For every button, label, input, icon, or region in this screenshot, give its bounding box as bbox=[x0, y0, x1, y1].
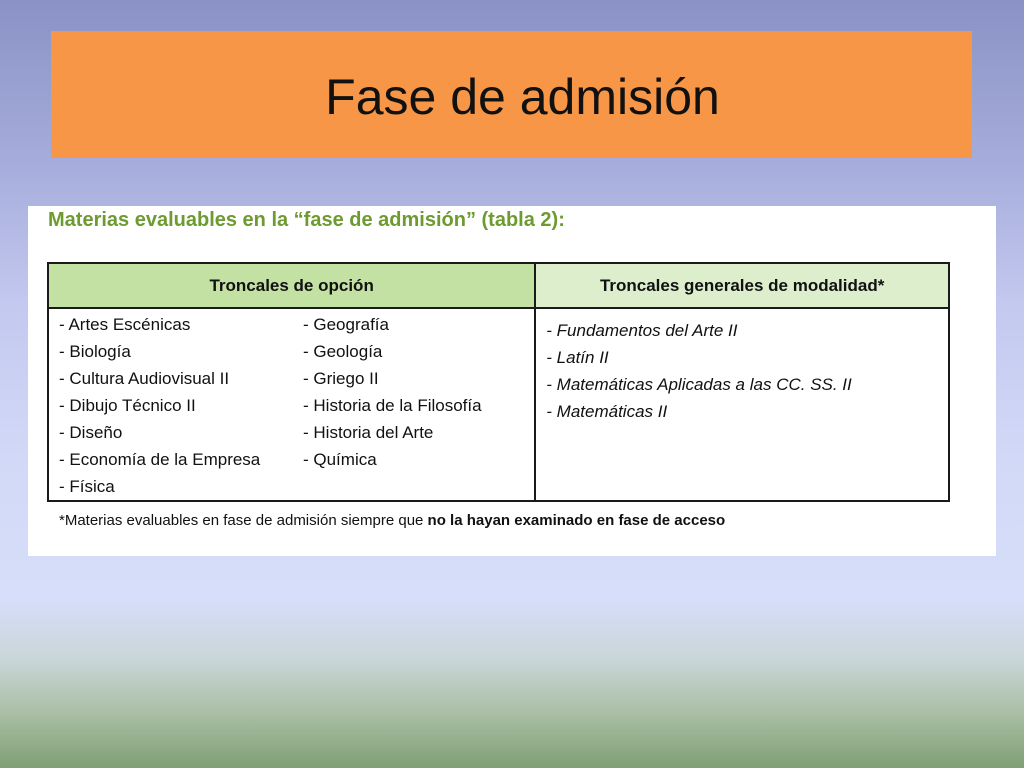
footnote-text: *Materias evaluables en fase de admisión siempre que bbox=[59, 512, 428, 529]
troncales-generales-list bbox=[536, 309, 948, 425]
list-item: - Química bbox=[303, 450, 377, 469]
table-header-row bbox=[48, 263, 949, 308]
list-item: - Dibujo Técnico II bbox=[59, 396, 196, 415]
subjects-table bbox=[47, 262, 950, 502]
troncales-opcion-list-b bbox=[303, 311, 482, 500]
footnote bbox=[59, 512, 725, 529]
list-item: - Fundamentos del Arte II bbox=[546, 321, 738, 340]
list-item: - Biología bbox=[59, 342, 131, 361]
header-troncales-generales: Troncales generales de modalidad* bbox=[535, 263, 949, 308]
content-panel bbox=[28, 206, 996, 556]
list-item: - Historia del Arte bbox=[303, 423, 434, 442]
troncales-opcion-cell bbox=[48, 308, 535, 501]
list-item: - Geografía bbox=[303, 315, 389, 334]
slide-title: Fase de admisión bbox=[325, 68, 720, 125]
list-item: - Geología bbox=[303, 342, 383, 361]
troncales-opcion-list-a bbox=[59, 311, 303, 500]
list-item: - Artes Escénicas bbox=[59, 315, 191, 334]
list-item: - Economía de la Empresa bbox=[59, 450, 261, 469]
header-troncales-opcion: Troncales de opción bbox=[48, 263, 535, 308]
table-body-row bbox=[48, 308, 949, 501]
title-bar bbox=[51, 31, 972, 158]
list-item: - Matemáticas II bbox=[546, 402, 668, 421]
list-item: - Diseño bbox=[59, 423, 123, 442]
troncales-generales-cell bbox=[535, 308, 949, 501]
list-item: - Griego II bbox=[303, 369, 379, 388]
list-item: - Cultura Audiovisual II bbox=[59, 369, 230, 388]
list-item: - Matemáticas Aplicadas a las CC. SS. II bbox=[546, 375, 852, 394]
list-item: - Historia de la Filosofía bbox=[303, 396, 482, 415]
list-item: - Latín II bbox=[546, 348, 609, 367]
footnote-emphasis: no la hayan examinado en fase de acceso bbox=[427, 512, 726, 529]
table-caption: Materias evaluables en la “fase de admisión” (tabla 2): bbox=[48, 209, 565, 231]
list-item: - Física bbox=[59, 477, 115, 496]
